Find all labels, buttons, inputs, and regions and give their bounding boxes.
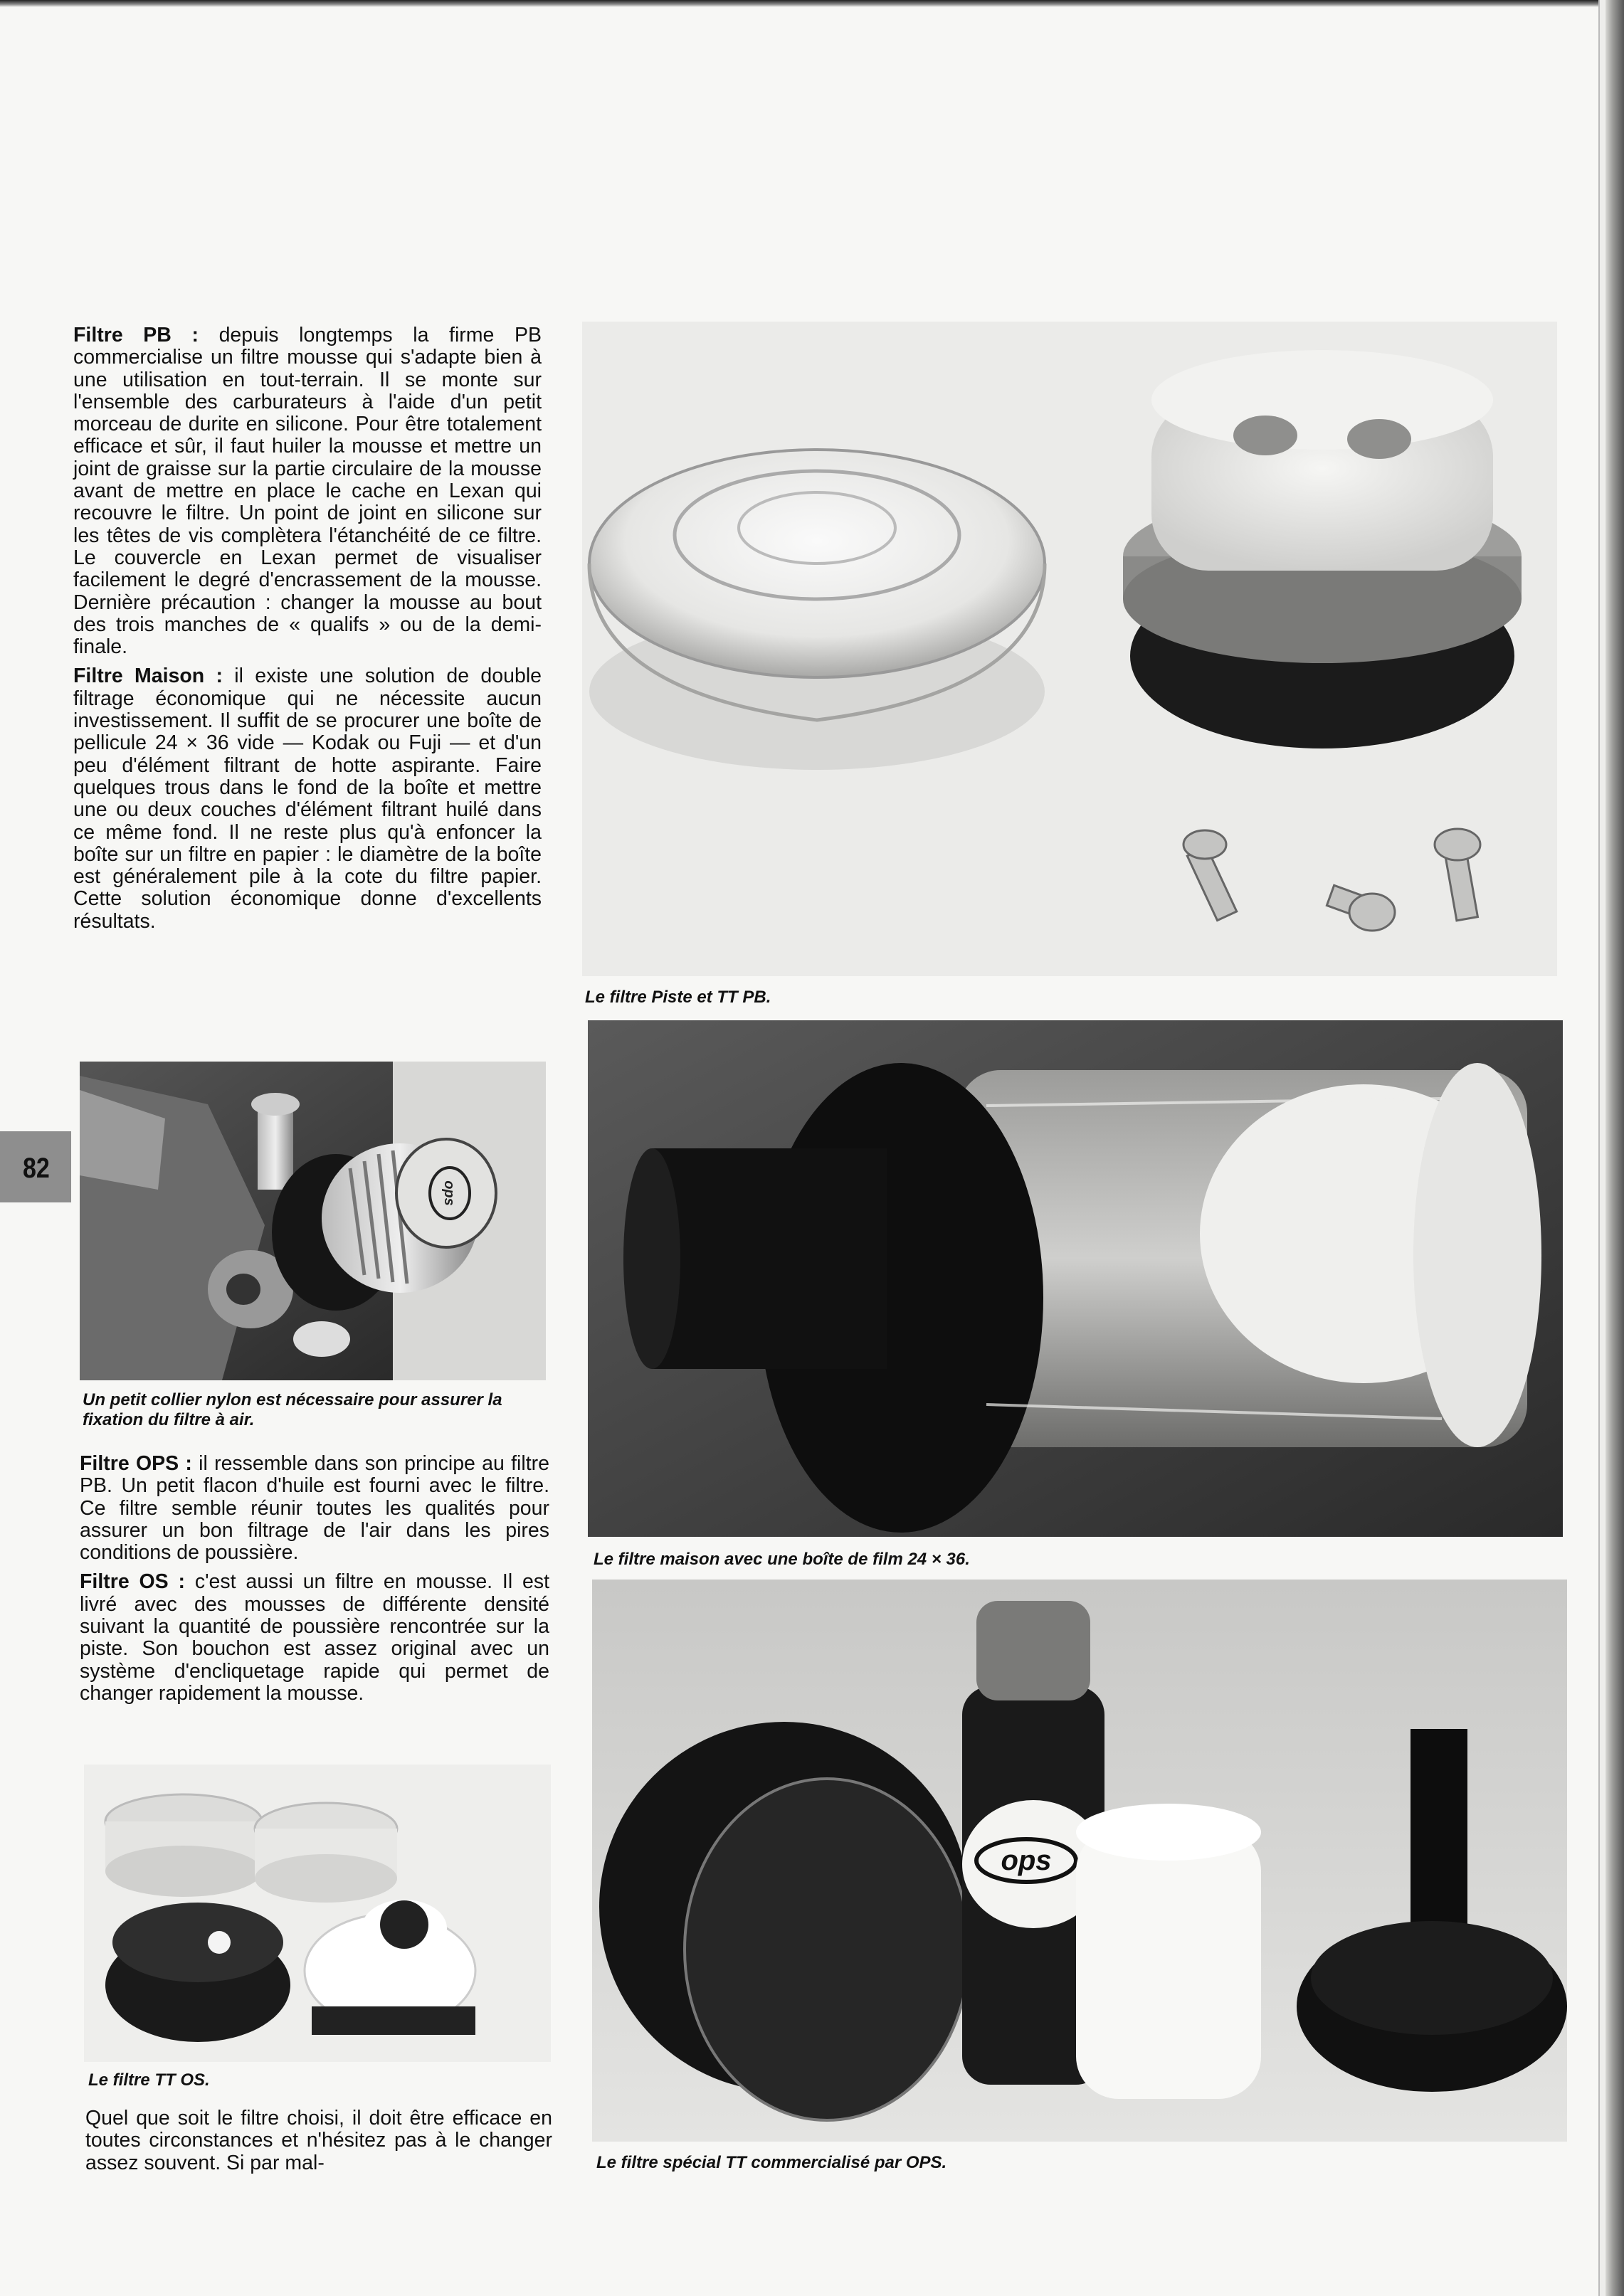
photo-filtre-ops (592, 1580, 1567, 2142)
text-filtre-maison: il existe une solution de double filtrage économique qui ne nécessite aucun investissement. Il suffit de se procurer une boîte de pellicule 24 × 36 vide — Kodak ou Fuji — et d'un peu d'élément filtrant de hotte aspirante. Faire quelques trous dans le fond de la boîte et mettre une ou deux couches d'élément filtrant huilé dans ce même fond. Il ne reste plus qu'à enfoncer la boîte sur un filtre en papier : le diamètre de la boîte est généralement pile à la cote du filtre papier. Cette solution économique donne d'excellents résultats. (73, 665, 542, 933)
photo-filtre-tt-os (84, 1765, 551, 2062)
text-filtre-ops: il ressemble dans son principe au filtre PB. Un petit flacon d'huile est fourni avec le filtre. Ce filtre semble réunir toutes les qualités pour assurer un bon filtrage de l'air dans les pires conditions de poussière. (80, 1452, 549, 1565)
photo-filtre-pb (582, 322, 1557, 976)
page-binding-edge (1598, 0, 1605, 2296)
lead-filtre-os: Filtre OS : (80, 1570, 185, 1594)
text-block-top (73, 324, 542, 940)
ops-logo-text: ops (441, 1180, 457, 1206)
caption-filtre-maison: Le filtre maison avec une boîte de film 24 × 36. (594, 1550, 970, 1569)
text-filtre-os: c'est aussi un filtre en mousse. Il est livré avec des mousses de différente densité suivant la quantité de poussière rencontrée sur la piste. Son bouchon est assez original avec un système d'encliquetage rapide qui permet de changer rapidement la mousse. (80, 1570, 550, 1705)
caption-filtre-tt-os: Le filtre TT OS. (88, 2070, 210, 2090)
paragraph-filtre-ops (80, 1453, 549, 1564)
caption-collier-nylon: Un petit collier nylon est nécessaire pour assurer la fixation du filtre à air. (83, 1390, 502, 1429)
lead-filtre-pb: Filtre PB : (73, 324, 199, 346)
page-shadow-edge (1605, 0, 1624, 2296)
photo-filtre-maison (588, 1020, 1563, 1537)
paragraph-filtre-os (80, 1571, 549, 1705)
paragraph-filtre-maison (73, 665, 542, 933)
page-top-edge (0, 0, 1601, 7)
lead-filtre-ops: Filtre OPS : (80, 1452, 192, 1475)
text-filtre-pb: depuis longtemps la firme PB commercialise un filtre mousse qui s'adapte bien à une utilisation en tout-terrain. Il se monte sur l'ensemble des carburateurs à l'aide d'un petit morceau de durite en silicone. Pour être totalement efficace et sûr, il faut huiler la mousse et mettre un joint de graisse sur la partie circulaire de la mousse avant de mettre en place le cache en Lexan qui recouvre le filtre. Un point de joint en silicone sur les têtes de vis complètera l'étanchéité de ce filtre. Le couvercle en Lexan permet de visualiser facilement le degré d'encrassement de la mousse. Dernière précaution : changer la mousse au bout des trois manches de « qualifs » ou de la demi-finale. (73, 324, 542, 659)
paragraph-filtre-pb (73, 324, 542, 658)
lead-filtre-maison: Filtre Maison : (73, 665, 223, 688)
ops-bottle-label: ops (1001, 1845, 1052, 1876)
caption-filtre-ops: Le filtre spécial TT commercialisé par OPS. (596, 2153, 947, 2172)
text-block-middle (80, 1453, 549, 1712)
paragraph-final: Quel que soit le filtre choisi, il doit être efficace en toutes circonstances et n'hésitez pas à le changer assez souvent. Si par mal- (85, 2107, 552, 2174)
caption-filtre-pb: Le filtre Piste et TT PB. (585, 988, 771, 1007)
photo-carburetor-filter (80, 1062, 546, 1380)
page-number: 82 (23, 1153, 50, 1184)
text-block-bottom (85, 2107, 552, 2181)
